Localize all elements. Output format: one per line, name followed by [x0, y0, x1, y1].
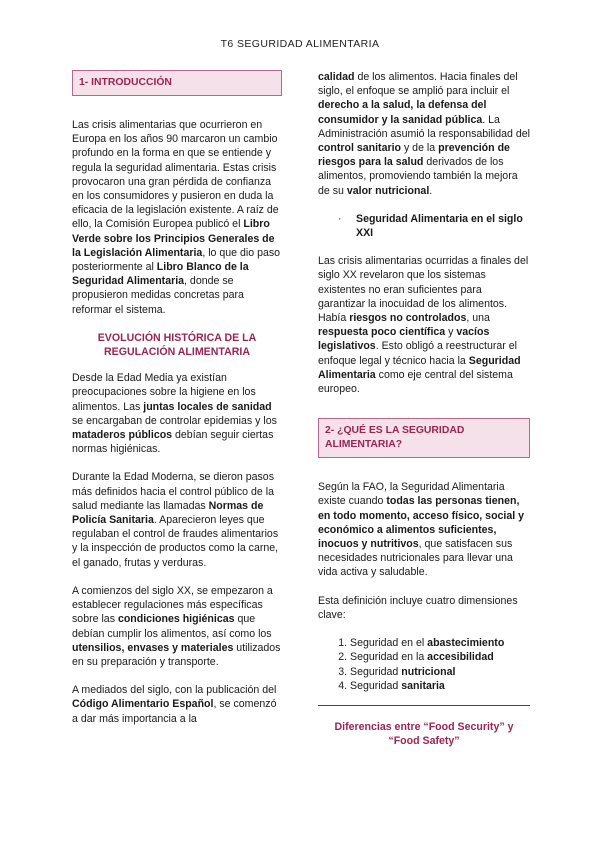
paragraph-fao-definicion: Según la FAO, la Seguridad Alimentaria existe cuando todas las personas tienen, en todo momento, acceso físico, social y económico a alimentos suficientes, inocuos y nutritivos, que satisfacen sus necesidades nutricionales para llevar una vida activa y saludable. — [318, 481, 525, 579]
paragraph-edad-moderna: Durante la Edad Moderna, se dieron pasos más definidos hacia el control público de la salud mediante las llamadas Normas de Policía Sanitaria. Aparecieron leyes que regulaban el control de fraudes alimentarios y la inspección de productos como la carne, el ganado, frutas y verduras. — [72, 471, 279, 569]
section-heading-introduccion: 1- INTRODUCCIÓN — [72, 70, 282, 96]
bullet-dot: · — [338, 212, 342, 225]
paragraph-dimensiones: Esta definición incluye cuatro dimensiones clave: — [318, 594, 518, 621]
list-item: 4. Seguridad sanitaria — [350, 679, 530, 693]
intro-paragraph: Las crisis alimentarias que ocurrieron en Europa en los años 90 marcaron un cambio profundo en la forma en que se entiende y regula la seguridad alimentaria. Estas crisis provocaron una gran pérdida de confianza en los consumidores y pusieron en duda la eficacia de la legislación existente. A raíz de ello, la Comisión Europea publicó el Libro Verde sobre los Principios Generales de la Legislación Alimentaria, lo que dio paso posteriormente al Libro Blanco de la Seguridad Alimentaria, donde se propusieron medidas concretas para reformar el sistema. — [72, 119, 281, 316]
right-column — [318, 70, 530, 748]
list-item: 1. Seguridad en el abastecimiento — [350, 636, 530, 650]
list-item: 3. Seguridad nutricional — [350, 665, 530, 679]
paragraph-calidad: calidad de los alimentos. Hacia finales del siglo, el enfoque se amplió para incluir el derecho a la salud, la defensa del consumidor y la sanidad pública. La Administración asumió la responsabilidad del control sanitario y de la prevención de riesgos para la salud derivados de los alimentos, promoviendo también la mejora de su valor nutricional. — [318, 71, 530, 197]
dimensions-list — [318, 636, 530, 693]
page-title: T6 SEGURIDAD ALIMENTARIA — [220, 38, 380, 50]
paragraph-edad-media: Desde la Edad Media ya existían preocupaciones sobre la higiene en los alimentos. Las juntas locales de sanidad se encargaban de controlar epidemias y los mataderos públicos debían seguir ciertas normas higiénicas. — [72, 372, 277, 456]
paragraph-codigo-alimentario: A mediados del siglo, con la publicación del Código Alimentario Español, se comenzó a dar más importancia a la — [72, 684, 277, 725]
bullet-siglo-xxi — [318, 212, 530, 240]
section-heading-que-es: 2- ¿QUÉ ES LA SEGURIDAD ALIMENTARIA? — [318, 418, 530, 458]
list-item: 2. Seguridad en la accesibilidad — [350, 650, 530, 664]
left-column — [72, 70, 282, 740]
divider — [318, 705, 530, 706]
paragraph-siglo-xx: A comienzos del siglo XX, se empezaron a establecer regulaciones más específicas sobre las condiciones higiénicas que debían cumplir los alimentos, así como los utensilios, envases y materiales utilizados en su preparación y transporte. — [72, 584, 281, 668]
caption-food-security-safety: Diferencias entre “Food Security” y “Food Safety” — [334, 720, 514, 748]
subheading-evolucion: EVOLUCIÓN HISTÓRICA DE LA REGULACIÓN ALIMENTARIA — [97, 331, 257, 359]
bullet-label: Seguridad Alimentaria en el siglo XXI — [356, 212, 523, 240]
paragraph-siglo-xxi: Las crisis alimentarias ocurridas a finales del siglo XX revelaron que los sistemas existentes no eran suficientes para garantizar la inocuidad de los alimentos. Había riesgos no controlados, una respuesta poco científica y vacíos legislativos. Esto obligó a reestructurar el enfoque legal y técnico hacia la Seguridad Alimentaria como eje central del sistema europeo. — [318, 255, 529, 396]
